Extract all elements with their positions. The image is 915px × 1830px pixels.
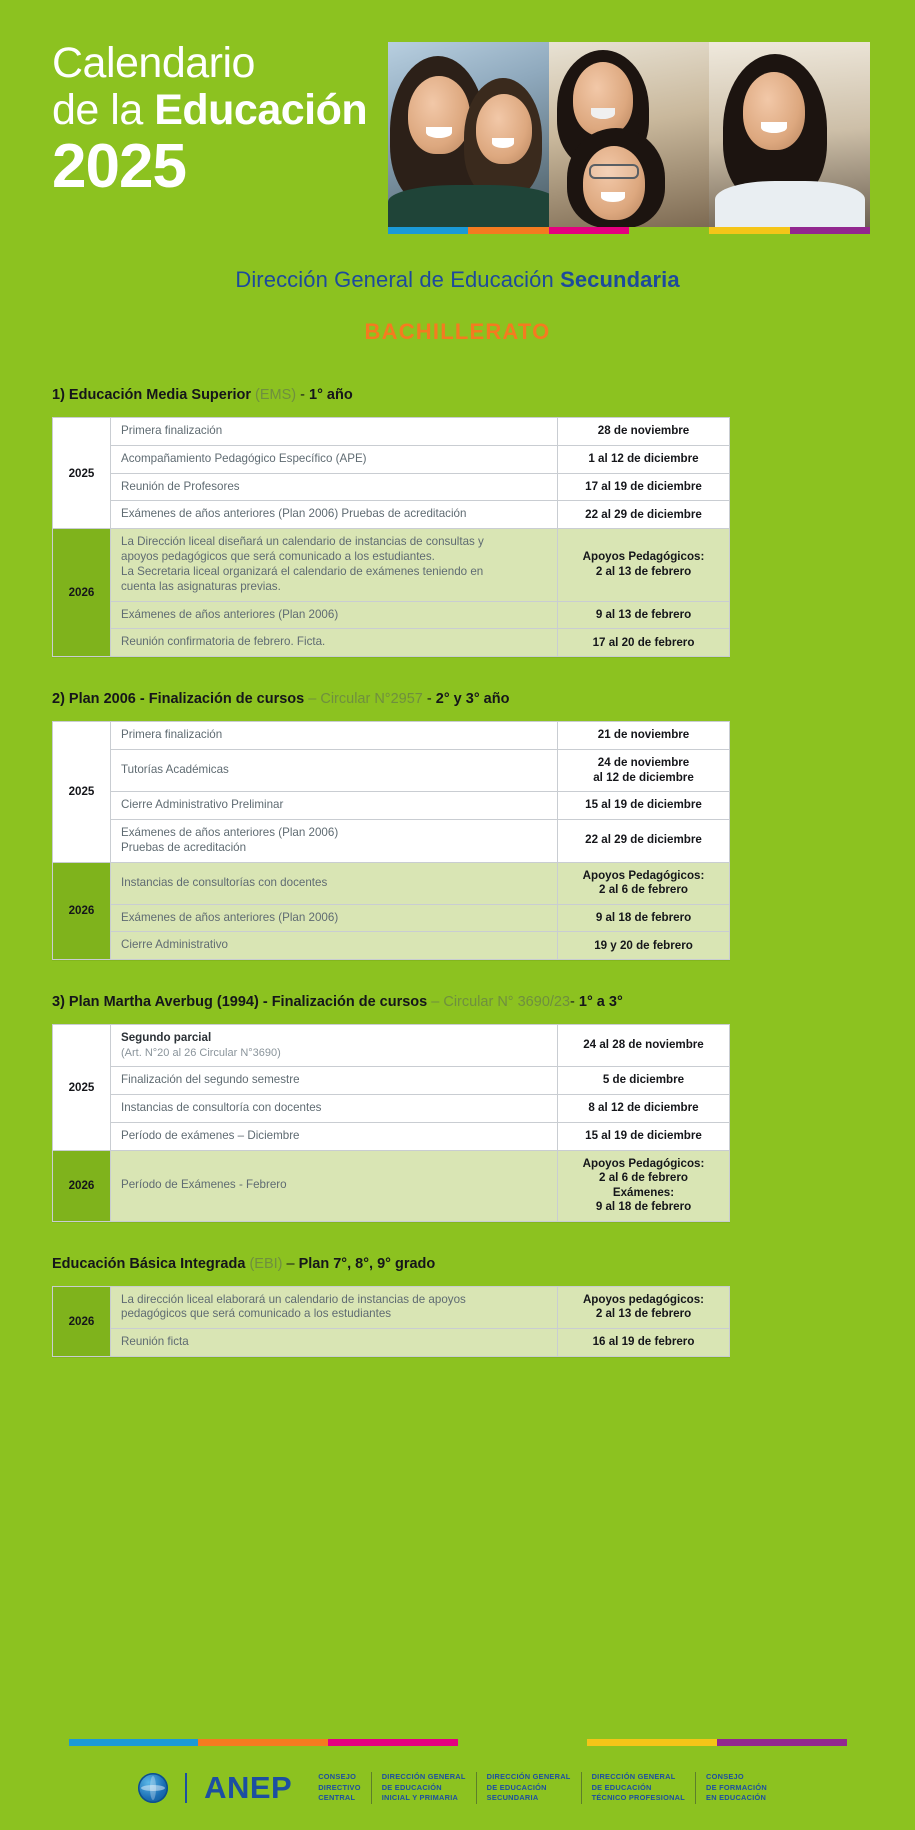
- section-3-table: [52, 1024, 730, 1221]
- table-row: [53, 750, 730, 792]
- activity-cell: [111, 529, 558, 601]
- footer-column-5: [695, 1772, 777, 1804]
- date-line: al 12 de diciembre: [593, 770, 694, 784]
- table-row: [53, 1286, 730, 1329]
- date-cell: [558, 750, 730, 792]
- photo-2-smile-b: [601, 192, 625, 202]
- date-cell: 9 al 13 de febrero: [558, 601, 730, 629]
- section-3: [0, 994, 915, 1221]
- subtitle-light: Dirección General de Educación: [235, 267, 561, 292]
- heading-sep: –: [282, 1255, 299, 1272]
- subtitle-bold: Secundaria: [560, 267, 680, 292]
- date-cell: [558, 529, 730, 601]
- date-cell: 17 al 19 de diciembre: [558, 473, 730, 501]
- section-2: [0, 691, 915, 960]
- photo-2-face-a: [573, 62, 633, 136]
- activity-line: La Secretaria liceal organizará el calendario de exámenes teniendo en: [121, 564, 484, 578]
- photo-1-face-a: [408, 76, 470, 154]
- date-line: Apoyos Pedagógicos:: [582, 868, 705, 882]
- date-line: Apoyos Pedagógicos:: [582, 550, 705, 564]
- anep-logo: [138, 1770, 293, 1806]
- activity-title: Segundo parcial: [121, 1031, 212, 1045]
- title-line-2: [52, 86, 368, 134]
- heading-bold: 1) Educación Media Superior: [52, 387, 256, 403]
- table-row: [53, 1329, 730, 1357]
- activity-cell: Cierre Administrativo: [111, 932, 558, 960]
- footer-column-line: DE EDUCACIÓN: [486, 1782, 547, 1792]
- section-4-heading: [52, 1256, 915, 1272]
- section-2-table: [52, 721, 730, 960]
- photo-3-face: [743, 72, 805, 150]
- title-line-2-light: de la: [52, 86, 155, 134]
- sections-container: [0, 387, 915, 1357]
- page-title: [52, 39, 368, 201]
- photo-1-smile-a: [426, 127, 452, 138]
- table-row: [53, 904, 730, 932]
- date-cell: [558, 1286, 730, 1329]
- photo-colorbar: [388, 227, 870, 234]
- photo-students-1: [388, 42, 549, 227]
- poster-header: [0, 0, 915, 245]
- footer-column-line: CONSEJO: [318, 1771, 357, 1781]
- date-cell: [558, 1150, 730, 1221]
- activity-cell: Reunión de Profesores: [111, 473, 558, 501]
- footer-column-1: [308, 1772, 371, 1804]
- heading-muted: – Circular N° 3690/23: [431, 994, 571, 1011]
- footer-column-line: DE EDUCACIÓN: [381, 1782, 442, 1792]
- section-4: [0, 1256, 915, 1357]
- activity-cell: [111, 819, 558, 862]
- table-row: [53, 629, 730, 657]
- heading-muted: – Circular N°2957: [308, 691, 423, 708]
- date-line: 2 al 6 de febrero: [599, 1171, 688, 1185]
- heading-muted: (EMS): [255, 387, 297, 403]
- date-cell: 22 al 29 de diciembre: [558, 501, 730, 529]
- heading-tail-bold: 1° a 3°: [578, 994, 623, 1011]
- footer-column-line: DIRECCIÓN GENERAL: [591, 1771, 676, 1781]
- photo-2-face-b: [583, 146, 645, 220]
- footer-column-line: INICIAL Y PRIMARIA: [381, 1793, 459, 1803]
- table-row: [53, 819, 730, 862]
- table-row: [53, 1150, 730, 1221]
- poster-footer: [0, 1739, 915, 1830]
- heading-tail-bold: 2° y 3° año: [435, 691, 510, 708]
- activity-cell: Acompañamiento Pedagógico Específico (APE): [111, 445, 558, 473]
- date-cell: 28 de noviembre: [558, 418, 730, 446]
- footer-row: [0, 1772, 915, 1830]
- footer-column-line: TÉCNICO PROFESIONAL: [591, 1793, 686, 1803]
- date-cell: 17 al 20 de febrero: [558, 629, 730, 657]
- activity-cell: Exámenes de años anteriores (Plan 2006): [111, 904, 558, 932]
- activity-cell: Instancias de consultoría con docentes: [111, 1094, 558, 1122]
- photo-2-smile-a: [591, 108, 615, 119]
- activity-cell: Exámenes de años anteriores (Plan 2006) Pruebas de acreditación: [111, 501, 558, 529]
- activity-cell: Primera finalización: [111, 722, 558, 750]
- photo-3-torso: [715, 181, 865, 227]
- section-1-table: [52, 417, 730, 657]
- footer-column-line: CONSEJO: [706, 1771, 744, 1781]
- heading-tail-bold: 1° año: [309, 387, 353, 403]
- poster-subtitle: [0, 267, 915, 293]
- table-row: [53, 1094, 730, 1122]
- date-cell: 15 al 19 de diciembre: [558, 1122, 730, 1150]
- table-row: [53, 1122, 730, 1150]
- date-line: 2 al 13 de febrero: [595, 1307, 692, 1321]
- date-cell: [558, 862, 730, 904]
- photo-students-2: [549, 42, 710, 227]
- title-year: 2025: [52, 132, 186, 201]
- footer-column-3: [476, 1772, 581, 1804]
- table-row: [53, 601, 730, 629]
- footer-column-line: EN EDUCACIÓN: [706, 1793, 767, 1803]
- anep-wordmark: ANEP: [204, 1770, 293, 1806]
- globe-icon: [138, 1773, 168, 1803]
- activity-cell: Cierre Administrativo Preliminar: [111, 792, 558, 820]
- year-cell: 2026: [53, 862, 111, 960]
- activity-cell: Exámenes de años anteriores (Plan 2006): [111, 601, 558, 629]
- date-cell: 19 y 20 de febrero: [558, 932, 730, 960]
- heading-sep: -: [296, 387, 310, 403]
- heading-bold: 3) Plan Martha Averbug (1994) - Finalización de cursos: [52, 994, 432, 1011]
- footer-columns: [308, 1772, 777, 1804]
- footer-column-line: DIRECTIVO: [318, 1782, 361, 1792]
- footer-column-line: DE EDUCACIÓN: [591, 1782, 652, 1792]
- year-cell: 2026: [53, 1286, 111, 1356]
- title-line-1: Calendario: [52, 39, 255, 87]
- activity-line: cuenta las asignaturas previas.: [121, 579, 281, 593]
- section-2-heading: [52, 691, 915, 707]
- heading-bold: Educación Básica Integrada: [52, 1255, 250, 1272]
- year-cell: 2026: [53, 529, 111, 657]
- table-row: [53, 529, 730, 601]
- date-cell: 24 al 28 de noviembre: [558, 1025, 730, 1067]
- date-line: 24 de noviembre: [597, 756, 690, 770]
- heading-muted: (EBI): [249, 1255, 283, 1272]
- photo-1-smile-b: [492, 138, 514, 148]
- year-cell: 2025: [53, 418, 111, 529]
- footer-colorbar: [69, 1739, 847, 1746]
- activity-cell: [111, 1286, 558, 1329]
- heading-bold: 2) Plan 2006 - Finalización de cursos: [52, 691, 309, 708]
- title-line-2-bold: Educación: [154, 86, 368, 134]
- photo-2-glasses: [589, 164, 639, 179]
- activity-cell: Período de Exámenes - Febrero: [111, 1150, 558, 1221]
- table-row: [53, 473, 730, 501]
- table-row: [53, 1067, 730, 1095]
- date-cell: 8 al 12 de diciembre: [558, 1094, 730, 1122]
- section-4-table: [52, 1286, 730, 1357]
- heading-sep: -: [570, 994, 579, 1011]
- activity-cell: Primera finalización: [111, 418, 558, 446]
- date-cell: 9 al 18 de febrero: [558, 904, 730, 932]
- activity-line: Pruebas de acreditación: [121, 840, 247, 854]
- date-line: 2 al 6 de febrero: [599, 883, 688, 897]
- table-row: [53, 501, 730, 529]
- activity-cell: Reunión ficta: [111, 1329, 558, 1357]
- activity-line: pedagógicos que será comunicado a los estudiantes: [121, 1307, 392, 1321]
- table-row: [53, 1025, 730, 1067]
- photo-1-face-b: [476, 94, 532, 164]
- header-photo-strip: [388, 42, 870, 227]
- heading-tail-bold: Plan 7°, 8°, 9° grado: [298, 1255, 436, 1272]
- photo-1-torso: [388, 185, 549, 227]
- footer-column-line: DE FORMACIÓN: [706, 1782, 767, 1792]
- footer-column-line: DIRECCIÓN GENERAL: [381, 1771, 466, 1781]
- section-1: [0, 387, 915, 657]
- activity-line: Exámenes de años anteriores (Plan 2006): [121, 825, 339, 839]
- date-cell: 5 de diciembre: [558, 1067, 730, 1095]
- date-cell: 16 al 19 de febrero: [558, 1329, 730, 1357]
- footer-column-2: [371, 1772, 476, 1804]
- table-row: [53, 792, 730, 820]
- photo-students-3: [709, 42, 870, 227]
- table-row: [53, 418, 730, 446]
- table-row: [53, 932, 730, 960]
- date-line: 9 al 18 de febrero: [595, 1200, 692, 1214]
- section-3-heading: [52, 994, 915, 1010]
- table-row: [53, 722, 730, 750]
- table-row: [53, 445, 730, 473]
- footer-column-line: DIRECCIÓN GENERAL: [486, 1771, 571, 1781]
- activity-cell: Instancias de consultorías con docentes: [111, 862, 558, 904]
- activity-cell: Reunión confirmatoria de febrero. Ficta.: [111, 629, 558, 657]
- footer-column-line: SECUNDARIA: [486, 1793, 539, 1803]
- table-row: [53, 862, 730, 904]
- logo-divider: [185, 1773, 187, 1803]
- date-cell: 22 al 29 de diciembre: [558, 819, 730, 862]
- activity-cell: Finalización del segundo semestre: [111, 1067, 558, 1095]
- activity-line: apoyos pedagógicos que será comunicado a los estudiantes.: [121, 550, 435, 564]
- date-cell: 15 al 19 de diciembre: [558, 792, 730, 820]
- date-line: Apoyos pedagógicos:: [582, 1292, 705, 1306]
- bachillerato-label: BACHILLERATO: [364, 319, 551, 344]
- footer-column-line: CENTRAL: [318, 1793, 356, 1803]
- date-cell: 1 al 12 de diciembre: [558, 445, 730, 473]
- date-line: 2 al 13 de febrero: [595, 564, 692, 578]
- year-cell: 2025: [53, 722, 111, 862]
- activity-subtitle: (Art. N°20 al 26 Circular N°3690): [121, 1047, 281, 1060]
- date-cell: 21 de noviembre: [558, 722, 730, 750]
- heading-sep: -: [422, 691, 436, 708]
- year-cell: 2026: [53, 1150, 111, 1221]
- activity-cell: [111, 1025, 558, 1067]
- date-line: Apoyos Pedagógicos:: [582, 1156, 705, 1170]
- activity-cell: Tutorías Académicas: [111, 750, 558, 792]
- year-cell: 2025: [53, 1025, 111, 1150]
- footer-column-4: [581, 1772, 695, 1804]
- activity-line: La dirección liceal elaborará un calendario de instancias de apoyos: [121, 1292, 466, 1306]
- activity-cell: Período de exámenes – Diciembre: [111, 1122, 558, 1150]
- activity-line: La Dirección liceal diseñará un calendario de instancias de consultas y: [121, 535, 484, 549]
- section-1-heading: [52, 387, 915, 403]
- date-line: Exámenes:: [612, 1185, 675, 1199]
